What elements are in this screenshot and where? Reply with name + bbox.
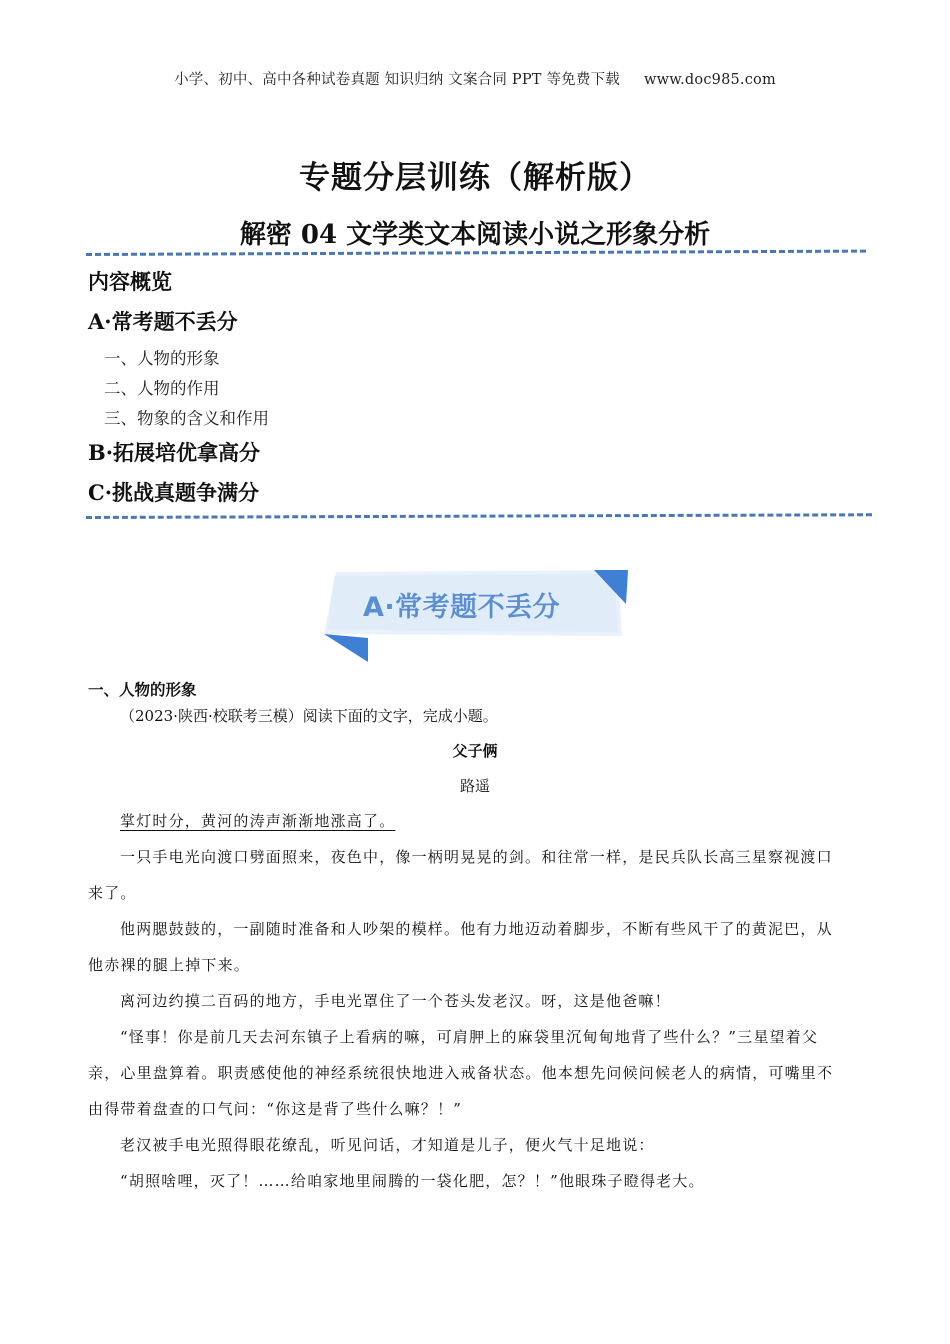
section-heading: 一、人物的形象 bbox=[88, 680, 197, 699]
page-title: 专题分层训练（解析版） bbox=[299, 160, 651, 196]
overview-section-c: C·挑战真题争满分 bbox=[88, 480, 260, 505]
story-paragraph: 由得带着盘查的口气问：“你这是背了些什么嘛？！” bbox=[88, 1100, 463, 1118]
story-paragraph: 亲，心里盘算着。职责感使他的神经系统很快地进入戒备状态。他本想先问候问候老人的病情，可嘴里不 bbox=[88, 1064, 834, 1082]
overview-item-1: 一、人物的形象 bbox=[104, 349, 220, 368]
story-title: 父子俩 bbox=[452, 742, 498, 760]
overview-section-b: B·拓展培优拿高分 bbox=[88, 440, 261, 465]
story-paragraph: 他两腮鼓鼓的，一副随时准备和人吵架的模样。他有力地迈动着脚步，不断有些风干了的黄泥巴，从 bbox=[120, 920, 833, 938]
story-paragraph: “怪事！你是前几天去河东镇子上看病的嘛，可肩胛上的麻袋里沉甸甸地背了些什么？”三星望着父 bbox=[120, 1028, 819, 1046]
header-text: 小学、初中、高中各种试卷真题 知识归纳 文案合同 PPT 等免费下载 bbox=[174, 72, 620, 88]
overview-section-a: A·常考题不丢分 bbox=[88, 309, 238, 334]
question-source: （2023·陕西·校联考三模）阅读下面的文字，完成小题。 bbox=[120, 707, 498, 725]
story-paragraph: 他赤裸的腿上掉下来。 bbox=[88, 956, 251, 974]
story-paragraph: 老汉被手电光照得眼花缭乱，听见问话，才知道是儿子，便火气十足地说： bbox=[120, 1136, 655, 1154]
story-paragraph: “胡照啥哩，灭了！……给咱家地里闹腾的一袋化肥，怎？！”他眼珠子瞪得老大。 bbox=[120, 1172, 705, 1190]
page-header bbox=[0, 68, 950, 89]
story-paragraph: 来了。 bbox=[88, 884, 137, 902]
divider-bottom bbox=[86, 513, 872, 519]
overview-item-3: 三、物象的含义和作用 bbox=[104, 409, 269, 428]
story-paragraph: 掌灯时分，黄河的涛声渐渐地涨高了。 bbox=[120, 812, 396, 830]
page-subtitle: 解密 04 文学类文本阅读小说之形象分析 bbox=[239, 220, 711, 250]
story-author: 路遥 bbox=[459, 777, 490, 795]
badge-label: A·常考题不丢分 bbox=[363, 592, 561, 623]
story-paragraph: 离河边约摸二百码的地方，手电光罩住了一个苍头发老汉。呀，这是他爸嘛！ bbox=[120, 992, 671, 1010]
story-paragraph: 一只手电光向渡口劈面照来，夜色中，像一柄明晃晃的剑。和往常一样，是民兵队长高三星察视渡口 bbox=[120, 848, 833, 866]
overview-item-2: 二、人物的作用 bbox=[104, 379, 220, 398]
header-url[interactable]: www.doc985.com bbox=[643, 72, 776, 88]
overview-heading: 内容概览 bbox=[88, 269, 172, 294]
badge-corner-bottom-left bbox=[324, 634, 368, 662]
